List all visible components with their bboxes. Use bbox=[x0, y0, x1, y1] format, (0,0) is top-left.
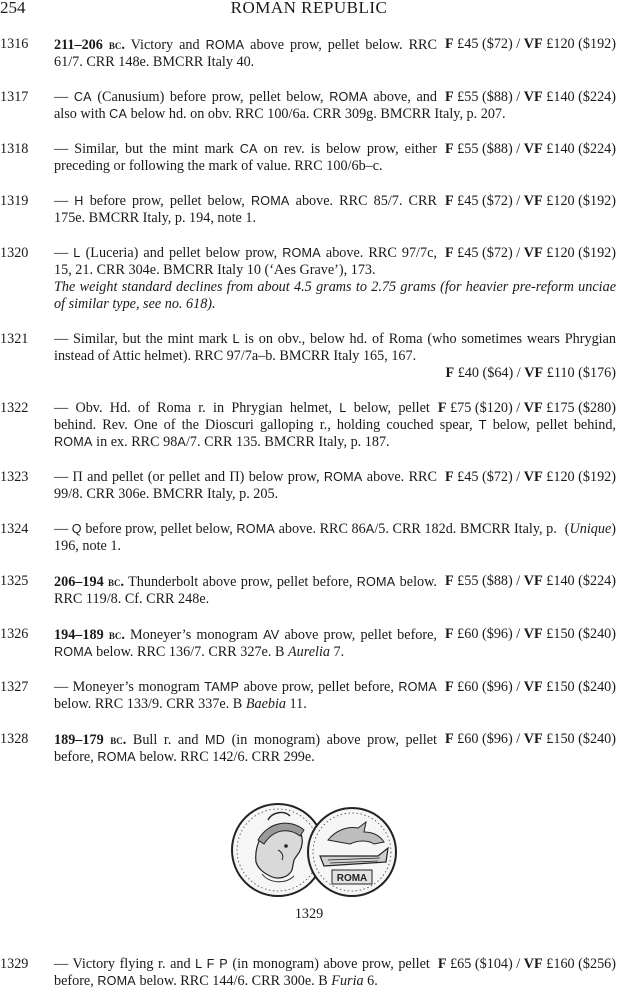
grade-vf-label: VF bbox=[523, 245, 543, 261]
description-text: — Obv. Hd. of Roma r. in Phrygian helmet, bbox=[54, 400, 340, 416]
description-text: — Similar, but the mint mark bbox=[54, 331, 233, 347]
price-line: F £75 ($120) / VF £175 ($280) bbox=[437, 400, 616, 416]
entry-body bbox=[54, 469, 616, 503]
price-line: F £45 ($72) / VF £120 ($192) bbox=[444, 469, 616, 485]
description-text: Victory and bbox=[124, 37, 206, 53]
catalogue-entry bbox=[0, 89, 618, 123]
coin-legend: ROMA bbox=[398, 680, 437, 694]
price-close-paren: ) bbox=[611, 521, 616, 537]
entry-description bbox=[54, 89, 506, 122]
entry-number: 1323 bbox=[0, 469, 29, 485]
entry-description bbox=[54, 521, 557, 554]
description-text: above, and also with bbox=[54, 89, 437, 122]
entry-description bbox=[54, 245, 437, 278]
price-f: £45 ($72) bbox=[457, 36, 513, 52]
moneyer-family: Furia bbox=[331, 973, 364, 989]
price-line: F £60 ($96) / VF £150 ($240) bbox=[444, 679, 616, 695]
entry-description bbox=[54, 627, 437, 660]
entry-body bbox=[54, 193, 616, 227]
entry-body bbox=[54, 331, 616, 382]
grade-f-label: F bbox=[444, 731, 454, 747]
description-text: above prow, pellet before, bbox=[239, 679, 399, 695]
entry-body bbox=[54, 36, 616, 71]
moneyer-family: Aurelia bbox=[287, 644, 330, 660]
price-vf: £140 ($224) bbox=[546, 141, 616, 157]
entry-number: 1326 bbox=[0, 626, 29, 642]
entry-number: 1316 bbox=[0, 36, 29, 52]
catalogue-entry bbox=[0, 36, 618, 71]
price-open-paren: ( bbox=[564, 521, 570, 537]
price-line: F £60 ($96) / VF £150 ($240) bbox=[444, 626, 616, 642]
price-vf: £160 ($256) bbox=[546, 956, 616, 972]
price-f: £45 ($72) bbox=[457, 245, 513, 261]
entry-number: 1319 bbox=[0, 193, 29, 209]
entry-description bbox=[54, 469, 437, 502]
entry-description bbox=[54, 141, 437, 174]
coin-reverse-image bbox=[308, 808, 396, 896]
page-number: 254 bbox=[0, 0, 26, 17]
catalogue-entry bbox=[0, 956, 618, 990]
price-line: F £65 ($104) / VF £160 ($256) bbox=[437, 956, 616, 972]
description-text: 6. bbox=[363, 973, 378, 989]
price-f: £40 ($64) bbox=[457, 365, 514, 381]
entry-number: 1324 bbox=[0, 521, 29, 537]
grade-vf-label: VF bbox=[524, 365, 544, 381]
catalogue-entry bbox=[0, 400, 618, 451]
description-text: on rev. is below prow, either preceding or following the mark of value. RRC 100/6b–c. bbox=[54, 141, 437, 174]
era-label: bc bbox=[108, 627, 122, 642]
price-f: £60 ($96) bbox=[457, 626, 513, 642]
catalogue-entry bbox=[0, 573, 618, 608]
description-text: 11. bbox=[286, 696, 307, 712]
price-vf: £120 ($192) bbox=[546, 193, 616, 209]
grade-vf-label: VF bbox=[523, 731, 543, 747]
grade-f-label: F bbox=[444, 626, 454, 642]
entry-number: 1329 bbox=[0, 956, 29, 972]
price-f: £60 ($96) bbox=[457, 679, 513, 695]
entry-description bbox=[54, 574, 437, 607]
description-text: (Canusium) before prow, pellet below, bbox=[91, 89, 330, 105]
price-vf: £150 ($240) bbox=[546, 731, 616, 747]
coin-legend: CA bbox=[73, 90, 92, 104]
grade-f-label: F bbox=[445, 365, 455, 381]
date-range: 206–194 bbox=[54, 574, 108, 590]
coin-legend: L bbox=[339, 401, 347, 415]
price-vf: £140 ($224) bbox=[546, 573, 616, 589]
moneyer-family: Baebia bbox=[245, 696, 286, 712]
date-range: 194–189 bbox=[54, 627, 109, 643]
grade-vf-label: VF bbox=[523, 193, 543, 209]
description-text: below hd. on obv. RRC 100/6a. CRR 309g. BMCRR Italy, p. 207. bbox=[127, 106, 506, 122]
entry-description bbox=[54, 732, 437, 765]
catalogue-entry bbox=[0, 245, 618, 313]
price-line: F £45 ($72) / VF £120 ($192) bbox=[444, 36, 616, 52]
price-unique: Unique bbox=[569, 521, 612, 537]
coin-legend: ROMA bbox=[250, 194, 290, 208]
price-vf: £120 ($192) bbox=[546, 469, 616, 485]
price-f: £55 ($88) bbox=[457, 573, 513, 589]
coin-legend: ROMA bbox=[97, 750, 136, 764]
coin-legend: ROMA bbox=[54, 645, 93, 659]
description-text: below. RRC 133/9. CRR 337e. B bbox=[54, 696, 246, 712]
price-vf: £110 ($176) bbox=[546, 365, 616, 381]
description-text: is on obv., below hd. of Roma (who sometimes wears Phrygian instead of Attic helmet). RRC 97/7a–b. BMCRR Italy 165, 167. bbox=[54, 331, 616, 364]
coin-legend: ROMA bbox=[54, 435, 93, 449]
date-range: . bbox=[121, 627, 125, 643]
coin-legend: CA bbox=[239, 142, 258, 156]
price-line: F £55 ($88) / VF £140 ($224) bbox=[444, 89, 616, 105]
catalogue-entry bbox=[0, 141, 618, 175]
coin-legend: AV bbox=[263, 628, 280, 642]
coin-figure-svg bbox=[228, 800, 398, 900]
description-text: below. RRC 136/7. CRR 327e. B bbox=[92, 644, 288, 660]
grade-vf-label: VF bbox=[523, 400, 543, 416]
era-label: bc bbox=[107, 574, 121, 589]
description-text: above. RRC 86 bbox=[275, 521, 366, 537]
entry-number: 1321 bbox=[0, 331, 29, 347]
coin-legend: ROMA bbox=[205, 38, 245, 52]
entry-body bbox=[54, 245, 616, 313]
grade-vf-label: VF bbox=[523, 679, 543, 695]
description-text: before prow, pellet below, bbox=[81, 521, 237, 537]
coin-legend: Q bbox=[71, 522, 82, 536]
price-f: £65 ($104) bbox=[450, 956, 513, 972]
description-text: above. RRC 99/8. CRR 306e. BMCRR Italy, p. 205. bbox=[54, 469, 437, 502]
price-f: £60 ($96) bbox=[457, 731, 513, 747]
date-range: . bbox=[122, 732, 127, 748]
catalogue-entries bbox=[0, 36, 618, 784]
description-text: above prow, pellet before, bbox=[279, 627, 437, 643]
description-text: below. RRC 119/8. Cf. CRR 248e. bbox=[54, 574, 437, 607]
catalogue-entry bbox=[0, 521, 618, 555]
catalogue-entry bbox=[0, 193, 618, 227]
grade-f-label: F bbox=[444, 679, 454, 695]
grade-f-label: F bbox=[444, 141, 454, 157]
running-title: ROMAN REPUBLIC bbox=[230, 0, 388, 17]
description-text: below, pellet behind, bbox=[486, 417, 616, 433]
coin-legend: L bbox=[232, 332, 240, 346]
price-vf: £140 ($224) bbox=[546, 89, 616, 105]
coin-legend-roma: ROMA bbox=[336, 873, 368, 884]
price-line: F £45 ($72) / VF £120 ($192) bbox=[444, 193, 616, 209]
entry-number: 1317 bbox=[0, 89, 29, 105]
date-range: 189–179 bbox=[54, 732, 111, 748]
price-line bbox=[565, 521, 616, 538]
grade-f-label: F bbox=[444, 36, 454, 52]
description-text: below, pellet behind. Rev. One of the Dioscuri galloping r., holding couched spear, bbox=[54, 400, 479, 433]
description-text: (in monogram) above prow, pellet before, bbox=[54, 732, 437, 765]
description-text: below. RRC 142/6. CRR 299e. bbox=[135, 749, 315, 765]
catalogue-entry bbox=[0, 469, 618, 503]
coin-illustration bbox=[228, 800, 398, 900]
price-line: F £45 ($72) / VF £120 ($192) bbox=[444, 245, 616, 261]
entry-body bbox=[54, 89, 616, 123]
grade-f-label: F bbox=[437, 956, 447, 972]
description-text: below. RRC 144/6. CRR 300e. B bbox=[135, 973, 332, 989]
coin-legend: ROMA bbox=[282, 246, 321, 260]
description-text: Bull r. and bbox=[126, 732, 205, 748]
coin-legend: A bbox=[365, 522, 375, 536]
description-text: — Moneyer’s monogram bbox=[54, 679, 205, 695]
price-line: F £55 ($88) / VF £140 ($224) bbox=[444, 573, 616, 589]
grade-f-label: F bbox=[444, 193, 454, 209]
catalogue-entry bbox=[0, 331, 618, 382]
entry-number: 1328 bbox=[0, 731, 29, 747]
coin-legend: L F P bbox=[195, 957, 228, 971]
grade-vf-label: VF bbox=[523, 141, 543, 157]
description-text: above. RRC 97/7c, 15, 21. CRR 304e. BMCRR Italy 10 (‘Aes Grave’), 173. bbox=[54, 245, 437, 278]
grade-vf-label: VF bbox=[523, 956, 543, 972]
price-line: F £55 ($88) / VF £140 ($224) bbox=[444, 141, 616, 157]
coin-legend: L bbox=[73, 246, 81, 260]
entry-number: 1327 bbox=[0, 679, 29, 695]
description-text: — Victory flying r. and bbox=[54, 956, 196, 972]
description-text: (in monogram) above prow, pellet before, bbox=[54, 956, 430, 989]
entry-body bbox=[54, 400, 616, 451]
coin-legend: ROMA bbox=[323, 470, 363, 484]
price-vf: £175 ($280) bbox=[546, 400, 616, 416]
entry-number: 1322 bbox=[0, 400, 29, 416]
coin-legend: TAMP bbox=[204, 680, 240, 694]
price-f: £55 ($88) bbox=[457, 141, 513, 157]
description-text: — Π and pellet (or pellet and Π) below prow, bbox=[54, 469, 324, 485]
description-text: — bbox=[54, 521, 72, 537]
entry-description bbox=[54, 37, 437, 70]
price-f: £75 ($120) bbox=[450, 400, 513, 416]
description-text: — bbox=[54, 245, 74, 261]
description-text: in ex. RRC 98 bbox=[92, 434, 178, 450]
price-vf: £120 ($192) bbox=[546, 245, 616, 261]
price-vf: £150 ($240) bbox=[546, 626, 616, 642]
entry-body bbox=[54, 731, 616, 766]
price-line: F £40 ($64) / VF £110 ($176) bbox=[445, 365, 616, 381]
coin-legend: ROMA bbox=[356, 575, 396, 589]
description-text: Moneyer’s monogram bbox=[124, 627, 264, 643]
price-line: F £60 ($96) / VF £150 ($240) bbox=[444, 731, 616, 747]
catalogue-entry-last bbox=[0, 956, 618, 1008]
coin-legend: H bbox=[74, 194, 84, 208]
grade-f-label: F bbox=[437, 400, 447, 416]
grade-f-label: F bbox=[444, 89, 454, 105]
era-label: bc bbox=[108, 37, 122, 52]
grade-vf-label: VF bbox=[523, 469, 543, 485]
price-vf: £150 ($240) bbox=[546, 679, 616, 695]
coin-legend: CA bbox=[109, 107, 128, 121]
grade-f-label: F bbox=[444, 573, 454, 589]
date-range: 211–206 bbox=[54, 37, 109, 53]
description-text: 7. bbox=[329, 644, 345, 660]
entry-note: The weight standard declines from about 4.5 grams to 2.75 grams (for heavier pre-reform unciae of similar type, see no. 618). bbox=[54, 279, 616, 312]
figure-caption: 1329 bbox=[294, 906, 324, 922]
price-f: £45 ($72) bbox=[457, 193, 513, 209]
grade-f-label: F bbox=[444, 469, 454, 485]
grade-vf-label: VF bbox=[523, 626, 543, 642]
date-range: . bbox=[121, 37, 125, 53]
entry-body bbox=[54, 521, 616, 555]
date-range: . bbox=[120, 574, 125, 590]
description-text: — Similar, but the mint mark bbox=[54, 141, 240, 157]
grade-vf-label: VF bbox=[523, 36, 543, 52]
coin-legend: MD bbox=[205, 733, 225, 747]
entry-body bbox=[54, 626, 616, 661]
grade-vf-label: VF bbox=[523, 573, 543, 589]
entry-number: 1318 bbox=[0, 141, 29, 157]
price-vf: £120 ($192) bbox=[546, 36, 616, 52]
entry-description bbox=[54, 956, 430, 989]
description-text: above prow, pellet below. RRC 61/7. CRR 148e. BMCRR Italy 40. bbox=[54, 37, 437, 70]
coin-legend: A bbox=[177, 435, 186, 449]
entry-description bbox=[54, 331, 616, 364]
entry-body bbox=[54, 141, 616, 175]
description-text: Thunderbolt above prow, pellet before, bbox=[124, 574, 357, 590]
page-header bbox=[0, 0, 618, 20]
grade-f-label: F bbox=[444, 245, 454, 261]
description-text: before prow, pellet below, bbox=[83, 193, 251, 209]
description-text: /5. CRR 182d. BMCRR Italy, p. 196, note 1. bbox=[54, 521, 557, 554]
catalogue-entry bbox=[0, 731, 618, 766]
entry-description bbox=[54, 679, 437, 712]
description-text: (Luceria) and pellet below prow, bbox=[80, 245, 283, 261]
coin-legend: ROMA bbox=[236, 522, 276, 536]
era-label: bc bbox=[110, 732, 123, 747]
entry-number: 1325 bbox=[0, 573, 29, 589]
grade-vf-label: VF bbox=[523, 89, 543, 105]
catalogue-entry bbox=[0, 626, 618, 661]
description-text: — bbox=[54, 89, 74, 105]
coin-legend: T bbox=[478, 418, 487, 432]
entry-body bbox=[54, 573, 616, 608]
coin-legend: ROMA bbox=[329, 90, 368, 104]
coin-legend: ROMA bbox=[97, 974, 136, 988]
price-f: £45 ($72) bbox=[457, 469, 513, 485]
description-text: /7. CRR 135. BMCRR Italy, p. 187. bbox=[185, 434, 390, 450]
entry-body bbox=[54, 956, 616, 990]
entry-number: 1320 bbox=[0, 245, 29, 261]
price-f: £55 ($88) bbox=[457, 89, 513, 105]
entry-description bbox=[54, 193, 437, 226]
description-text: above. RRC 85/7. CRR 175e. BMCRR Italy, p. 194, note 1. bbox=[54, 193, 437, 226]
description-text: — bbox=[54, 193, 75, 209]
entry-body bbox=[54, 679, 616, 713]
catalogue-entry bbox=[0, 679, 618, 713]
